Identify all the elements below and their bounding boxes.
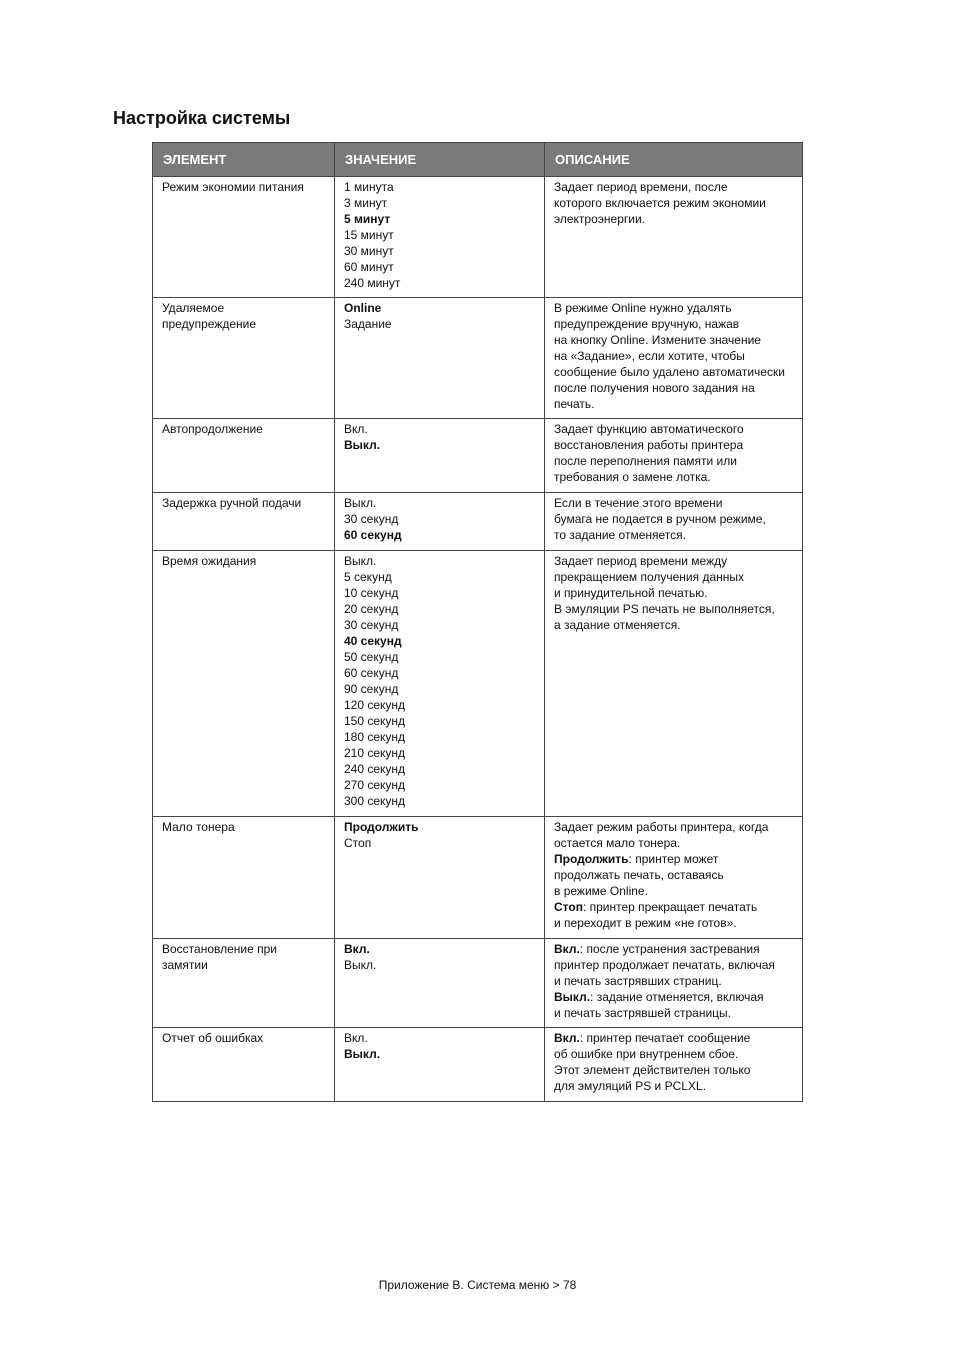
description-text: принтер продолжает печатать, включая <box>554 958 775 972</box>
description-text: и принудительной печатью. <box>554 586 708 600</box>
description-text: и переходит в режим «не готов». <box>554 916 737 930</box>
item-label-line: Автопродолжение <box>162 422 263 436</box>
default-value-option: Выкл. <box>344 438 381 452</box>
description-text: В режиме Online нужно удалять <box>554 301 732 315</box>
cell-values <box>335 817 545 939</box>
description-keyword: Вкл. <box>554 942 580 956</box>
description-text: которого включается режим экономии <box>554 196 766 210</box>
description-line <box>554 316 796 332</box>
cell-item <box>153 419 335 493</box>
default-value-option: Выкл. <box>344 1047 381 1061</box>
table-row <box>153 817 803 939</box>
value-option: 3 минут <box>344 196 388 210</box>
description-line <box>554 195 796 211</box>
cell-item <box>153 551 335 817</box>
description-keyword: Выкл. <box>554 990 591 1004</box>
table-row <box>153 551 803 817</box>
description-line <box>554 569 796 585</box>
description-text: предупреждение вручную, нажав <box>554 317 740 331</box>
description-line <box>554 957 796 973</box>
table-row <box>153 177 803 298</box>
value-option: Выкл. <box>344 554 377 568</box>
settings-table <box>152 142 803 1102</box>
description-text: Этот элемент действителен только <box>554 1063 751 1077</box>
table-row <box>153 939 803 1028</box>
description-line <box>554 511 796 527</box>
value-option: 270 секунд <box>344 778 406 792</box>
description-line <box>554 495 796 511</box>
table-body <box>153 177 803 1102</box>
value-option: 180 секунд <box>344 730 406 744</box>
value-option: Вкл. <box>344 422 368 436</box>
value-option: 30 секунд <box>344 618 399 632</box>
description-text: электроэнергии. <box>554 212 645 226</box>
description-line <box>554 1005 796 1021</box>
table-row <box>153 493 803 551</box>
description-line <box>554 941 796 957</box>
description-line <box>554 883 796 899</box>
item-label-line: замятии <box>162 958 208 972</box>
default-value-option: 60 секунд <box>344 528 402 542</box>
item-label-line: Удаляемое <box>162 301 225 315</box>
value-option: 20 секунд <box>344 602 399 616</box>
cell-description <box>545 1028 803 1102</box>
description-line <box>554 469 796 485</box>
page-footer: Приложение В. Система меню > 78 <box>378 1278 577 1292</box>
value-option: 10 секунд <box>344 586 399 600</box>
value-option: 240 секунд <box>344 762 406 776</box>
description-line <box>554 989 796 1005</box>
description-line <box>554 364 796 380</box>
description-text: : после устранения застревания <box>579 942 760 956</box>
cell-description <box>545 298 803 419</box>
description-line <box>554 453 796 469</box>
cell-description <box>545 939 803 1028</box>
description-text: Если в течение этого времени <box>554 496 723 510</box>
description-keyword: Стоп <box>554 900 583 914</box>
value-option: 300 секунд <box>344 794 406 808</box>
value-option: 30 минут <box>344 244 394 258</box>
description-text: : принтер прекращает печатать <box>582 900 758 914</box>
column-header-description: ОПИСАНИЕ <box>545 143 803 177</box>
cell-description <box>545 817 803 939</box>
value-option: Стоп <box>344 836 372 850</box>
description-text: после получения нового задания на <box>554 381 755 395</box>
description-line <box>554 421 796 437</box>
description-text: на кнопку Online. Измените значение <box>554 333 761 347</box>
description-text: сообщение было удалено автоматически <box>554 365 785 379</box>
column-header-item: ЭЛЕМЕНТ <box>153 143 335 177</box>
item-label-line: Режим экономии питания <box>162 180 304 194</box>
item-label-line: Восстановление при <box>162 942 278 956</box>
description-line <box>554 300 796 316</box>
description-line <box>554 585 796 601</box>
value-option: 1 минута <box>344 180 394 194</box>
description-text: Задает режим работы принтера, когда <box>554 820 769 834</box>
description-line <box>554 617 796 633</box>
cell-description <box>545 419 803 493</box>
description-line <box>554 348 796 364</box>
description-keyword: Продолжить <box>554 852 629 866</box>
item-label-line: Задержка ручной подачи <box>162 496 302 510</box>
value-option: 150 секунд <box>344 714 406 728</box>
description-line <box>554 973 796 989</box>
value-option: 15 минут <box>344 228 394 242</box>
description-text: : принтер может <box>628 852 719 866</box>
cell-values <box>335 1028 545 1102</box>
description-line <box>554 899 796 915</box>
table-row <box>153 298 803 419</box>
description-line <box>554 396 796 412</box>
description-line <box>554 437 796 453</box>
cell-values <box>335 177 545 298</box>
value-option: 50 секунд <box>344 650 399 664</box>
cell-item <box>153 817 335 939</box>
description-text: : принтер печатает сообщение <box>579 1031 751 1045</box>
description-text: бумага не подается в ручном режиме, <box>554 512 766 526</box>
value-option: 90 секунд <box>344 682 399 696</box>
description-line <box>554 1078 796 1094</box>
item-label-line: предупреждение <box>162 317 257 331</box>
value-option: Вкл. <box>344 1031 368 1045</box>
cell-description <box>545 493 803 551</box>
description-line <box>554 915 796 931</box>
description-text: после переполнения памяти или <box>554 454 737 468</box>
description-line <box>554 851 796 867</box>
description-line <box>554 527 796 543</box>
description-keyword: Вкл. <box>554 1031 580 1045</box>
description-text: Задает период времени между <box>554 554 728 568</box>
item-label-line: Время ожидания <box>162 554 257 568</box>
cell-values <box>335 493 545 551</box>
description-line <box>554 211 796 227</box>
description-line <box>554 1062 796 1078</box>
description-line <box>554 601 796 617</box>
value-option: Задание <box>344 317 392 331</box>
description-line <box>554 819 796 835</box>
cell-description <box>545 177 803 298</box>
description-line <box>554 1030 796 1046</box>
description-text: а задание отменяется. <box>554 618 681 632</box>
description-text: продолжать печать, оставаясь <box>554 868 724 882</box>
value-option: 120 секунд <box>344 698 406 712</box>
description-text: печать. <box>554 397 595 411</box>
description-text: на «Задание», если хотите, чтобы <box>554 349 745 363</box>
value-option: Выкл. <box>344 496 377 510</box>
item-label-line: Отчет об ошибках <box>162 1031 264 1045</box>
table-header-row <box>153 143 803 177</box>
description-line <box>554 179 796 195</box>
default-value-option: 5 минут <box>344 212 391 226</box>
value-option: Выкл. <box>344 958 377 972</box>
description-line <box>554 1046 796 1062</box>
description-text: прекращением получения данных <box>554 570 744 584</box>
description-line <box>554 867 796 883</box>
description-text: Задает период времени, после <box>554 180 728 194</box>
description-text: для эмуляций PS и PCLXL. <box>554 1079 706 1093</box>
description-text: то задание отменяется. <box>554 528 686 542</box>
cell-item <box>153 939 335 1028</box>
description-line <box>554 332 796 348</box>
item-label-line: Мало тонера <box>162 820 235 834</box>
table-row <box>153 419 803 493</box>
cell-item <box>153 177 335 298</box>
page-title: Настройка системы <box>113 108 291 128</box>
cell-description <box>545 551 803 817</box>
description-text: остается мало тонера. <box>554 836 681 850</box>
description-line <box>554 835 796 851</box>
default-value-option: Продолжить <box>344 820 419 834</box>
cell-values <box>335 551 545 817</box>
value-option: 30 секунд <box>344 512 399 526</box>
value-option: 5 секунд <box>344 570 392 584</box>
description-text: и печать застрявших страниц. <box>554 974 722 988</box>
value-option: 210 секунд <box>344 746 406 760</box>
value-option: 60 секунд <box>344 666 399 680</box>
cell-values <box>335 419 545 493</box>
description-text: требования о замене лотка. <box>554 470 711 484</box>
cell-item <box>153 1028 335 1102</box>
cell-values <box>335 298 545 419</box>
description-text: В эмуляции PS печать не выполняется, <box>554 602 775 616</box>
cell-item <box>153 298 335 419</box>
column-header-value: ЗНАЧЕНИЕ <box>335 143 545 177</box>
description-text: и печать застрявшей страницы. <box>554 1006 731 1020</box>
table-row <box>153 1028 803 1102</box>
description-text: в режиме Online. <box>554 884 648 898</box>
value-option: 60 минут <box>344 260 394 274</box>
cell-values <box>335 939 545 1028</box>
cell-item <box>153 493 335 551</box>
description-text: Задает функцию автоматического <box>554 422 744 436</box>
description-text: : задание отменяется, включая <box>590 990 764 1004</box>
description-text: восстановления работы принтера <box>554 438 744 452</box>
default-value-option: Вкл. <box>344 942 370 956</box>
description-line <box>554 380 796 396</box>
default-value-option: Online <box>344 301 382 315</box>
description-line <box>554 553 796 569</box>
description-text: об ошибке при внутреннем сбое. <box>554 1047 739 1061</box>
default-value-option: 40 секунд <box>344 634 402 648</box>
value-option: 240 минут <box>344 276 401 290</box>
